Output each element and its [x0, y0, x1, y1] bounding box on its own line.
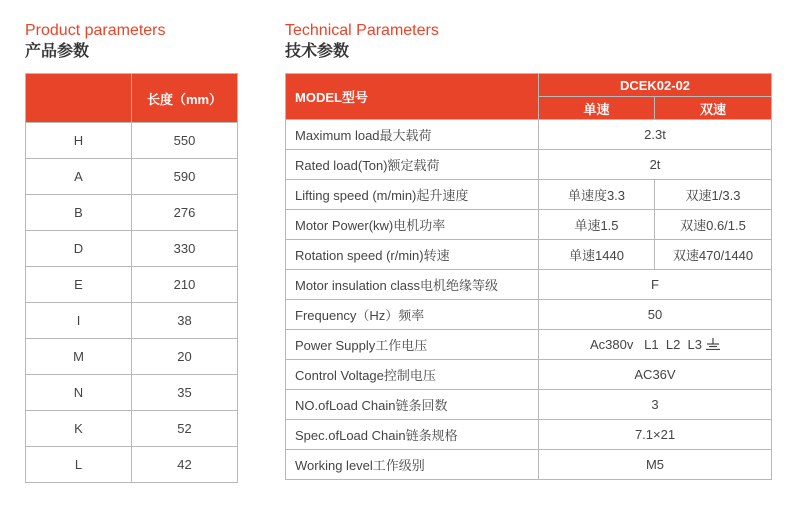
- dimension-label: E: [26, 267, 132, 303]
- dimension-value: 550: [132, 123, 238, 159]
- single-speed-value: 单速1.5: [539, 210, 655, 240]
- technical-parameters-table: [285, 73, 772, 480]
- model-label: MODEL型号: [286, 74, 539, 120]
- parameter-name: NO.ofLoad Chain链条回数: [286, 390, 539, 420]
- dimension-value: 276: [132, 195, 238, 231]
- parameter-value-text: 2.3t: [644, 127, 666, 142]
- parameter-name: Maximum load最大载荷: [286, 120, 539, 150]
- table-row: [286, 180, 772, 210]
- ground-icon: [706, 338, 720, 350]
- product-title-en: Product parameters: [25, 22, 166, 39]
- table-row: [26, 123, 238, 159]
- single-speed-value: 单速度3.3: [539, 180, 655, 210]
- table-row: [286, 150, 772, 180]
- product-title-cn: 产品参数: [25, 43, 90, 60]
- table-row: [286, 360, 772, 390]
- technical-title-en: Technical Parameters: [285, 22, 439, 39]
- dimension-label: L: [26, 447, 132, 483]
- parameter-name: Rotation speed (r/min)转速: [286, 240, 539, 270]
- double-speed-value: 双速1/3.3: [655, 180, 772, 210]
- dimension-label: M: [26, 339, 132, 375]
- table-row: [286, 390, 772, 420]
- parameter-value-text: AC36V: [634, 367, 676, 382]
- single-speed-header: 单速: [539, 97, 655, 120]
- double-speed-value: 双速0.6/1.5: [655, 210, 772, 240]
- table-row: [286, 120, 772, 150]
- header-length: 长度（mm）: [132, 74, 238, 123]
- header-dimension: [26, 74, 132, 123]
- parameter-name: Working level工作级别: [286, 450, 539, 480]
- parameter-name: Power Supply工作电压: [286, 330, 539, 360]
- parameter-value: [539, 360, 772, 390]
- dimension-label: N: [26, 375, 132, 411]
- parameter-name: Motor Power(kw)电机功率: [286, 210, 539, 240]
- table-row: [26, 375, 238, 411]
- table-row: [26, 447, 238, 483]
- product-parameters-table: [25, 73, 238, 483]
- dimension-label: B: [26, 195, 132, 231]
- parameter-value: [539, 450, 772, 480]
- table-row: [286, 330, 772, 360]
- dimension-value: 38: [132, 303, 238, 339]
- technical-title-cn: 技术参数: [285, 43, 350, 60]
- table-row: [26, 303, 238, 339]
- parameter-value-text: F: [651, 277, 659, 292]
- product-table-header: [26, 74, 238, 123]
- parameter-value: [539, 330, 772, 360]
- dimension-value: 20: [132, 339, 238, 375]
- parameter-value: [539, 420, 772, 450]
- parameter-value-text: 2t: [649, 157, 661, 172]
- parameter-value: [539, 300, 772, 330]
- table-row: [26, 159, 238, 195]
- table-row: [26, 267, 238, 303]
- table-row: [286, 270, 772, 300]
- dimension-value: 210: [132, 267, 238, 303]
- table-row: [286, 210, 772, 240]
- parameter-value-text: Ac380v L1 L2 L3: [589, 337, 703, 352]
- parameter-value-text: 7.1×21: [634, 427, 676, 442]
- dimension-label: K: [26, 411, 132, 447]
- table-row: [286, 240, 772, 270]
- parameter-value-text: 50: [647, 307, 663, 322]
- dimension-label: H: [26, 123, 132, 159]
- parameter-name: Frequency（Hz）频率: [286, 300, 539, 330]
- tech-table-header-row-1: [286, 74, 772, 97]
- parameter-value-text: 3: [651, 397, 659, 412]
- product-parameters-title: [25, 22, 166, 62]
- table-row: [286, 450, 772, 480]
- table-row: [26, 195, 238, 231]
- parameter-value: [539, 270, 772, 300]
- table-row: [26, 411, 238, 447]
- single-speed-value: 单速1440: [539, 240, 655, 270]
- dimension-value: 35: [132, 375, 238, 411]
- technical-parameters-title: [285, 22, 439, 62]
- dimension-value: 330: [132, 231, 238, 267]
- double-speed-header: 双速: [655, 97, 772, 120]
- table-row: [286, 420, 772, 450]
- dimension-label: A: [26, 159, 132, 195]
- double-speed-value: 双速470/1440: [655, 240, 772, 270]
- parameter-name: Rated load(Ton)额定载荷: [286, 150, 539, 180]
- table-row: [26, 231, 238, 267]
- parameter-value: [539, 120, 772, 150]
- parameter-name: Motor insulation class电机绝缘等级: [286, 270, 539, 300]
- table-row: [286, 300, 772, 330]
- parameter-value-text: M5: [645, 457, 665, 472]
- dimension-label: D: [26, 231, 132, 267]
- table-row: [26, 339, 238, 375]
- dimension-label: I: [26, 303, 132, 339]
- parameter-value: [539, 150, 772, 180]
- parameter-name: Lifting speed (m/min)起升速度: [286, 180, 539, 210]
- dimension-value: 42: [132, 447, 238, 483]
- dimension-value: 590: [132, 159, 238, 195]
- dimension-value: 52: [132, 411, 238, 447]
- model-name: DCEK02-02: [539, 74, 772, 97]
- parameter-name: Control Voltage控制电压: [286, 360, 539, 390]
- parameter-value: [539, 390, 772, 420]
- parameter-name: Spec.ofLoad Chain链条规格: [286, 420, 539, 450]
